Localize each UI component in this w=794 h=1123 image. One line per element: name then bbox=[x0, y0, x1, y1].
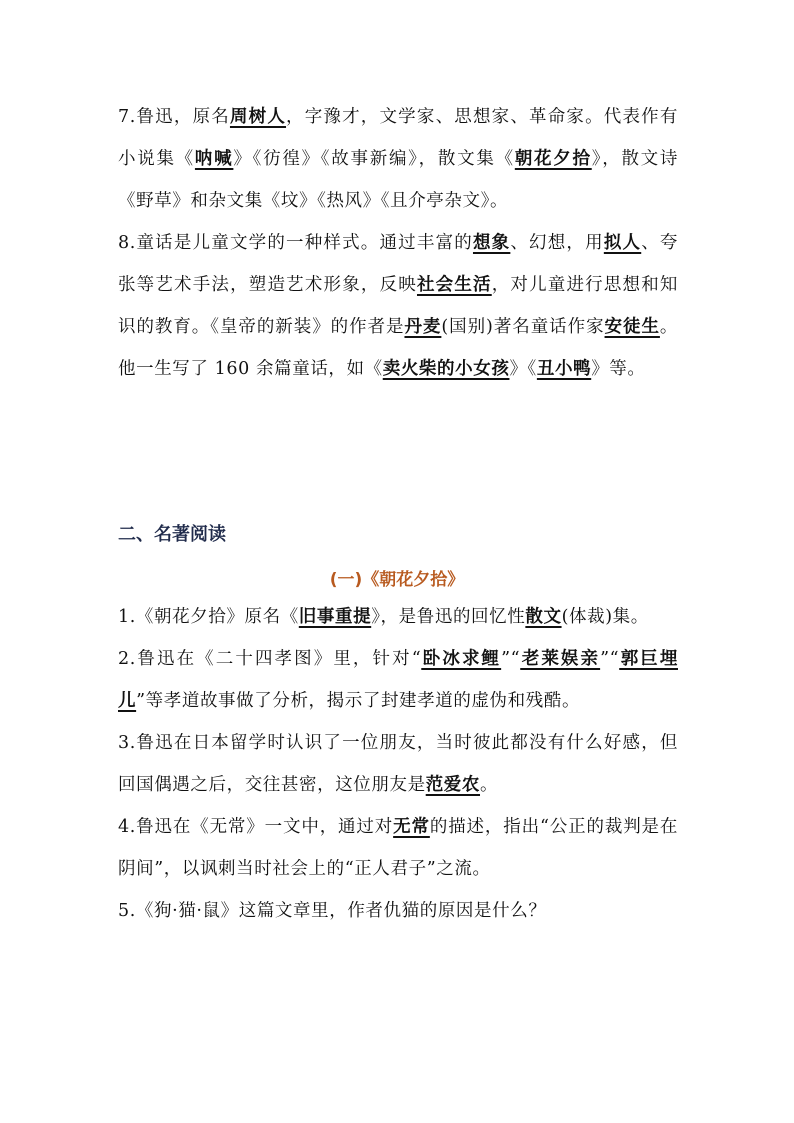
list-item bbox=[118, 96, 678, 222]
list-item bbox=[118, 638, 678, 722]
item-text: 8.童话是儿童文学的一种样式。通过丰富的 bbox=[118, 233, 473, 253]
section-literary-knowledge bbox=[118, 96, 678, 390]
item-text: 的描述，指出“公正的裁判是在阴间”，以讽刺当时社会上的“正人君子”之流。 bbox=[118, 817, 679, 879]
item-text: 7.鲁迅，原名 bbox=[118, 107, 230, 127]
answer-keyword: 旧事重提 bbox=[298, 607, 372, 627]
item-text: (体裁)集。 bbox=[561, 607, 649, 627]
item-text: 、幻想，用 bbox=[510, 233, 604, 253]
item-text: 、夸张等艺术手法，塑造艺术形象，反映 bbox=[118, 233, 679, 295]
item-text: 》等。 bbox=[591, 359, 646, 379]
list-item bbox=[118, 222, 678, 390]
answer-keyword: 范爱农 bbox=[425, 775, 481, 795]
answer-keyword: 郭巨埋儿 bbox=[118, 649, 678, 711]
answer-keyword: 丹麦 bbox=[404, 317, 442, 337]
answer-keyword: 想象 bbox=[472, 233, 511, 253]
list-item bbox=[118, 890, 678, 932]
answer-keyword: 社会生活 bbox=[416, 275, 492, 295]
answer-keyword: 老莱娱亲 bbox=[520, 649, 601, 669]
item-text: ，对儿童进行思想和知识的教育。《皇帝的新装》的作者是 bbox=[118, 275, 679, 337]
item-text: 》，散文诗《野草》和杂文集《坟》《热风》《且介亭杂文》。 bbox=[118, 149, 679, 211]
list-item bbox=[118, 722, 678, 806]
item-text: 5.《狗·猫·鼠》这篇文章里，作者仇猫的原因是什么？ bbox=[118, 901, 547, 921]
answer-keyword: 丑小鸭 bbox=[536, 359, 592, 379]
item-text: 4.鲁迅在《无常》一文中，通过对 bbox=[118, 817, 394, 837]
item-text: 。他一生写了 160 余篇童话，如《 bbox=[118, 317, 679, 379]
item-text: ，字豫才，文学家、思想家、革命家。代表作有小说集《 bbox=[118, 107, 678, 169]
answer-keyword: 卧冰求鲤 bbox=[421, 649, 502, 669]
item-text: 2.鲁迅在《二十四孝图》里，针对“ bbox=[118, 649, 422, 669]
item-text: 1.《朝花夕拾》原名《 bbox=[118, 607, 299, 627]
item-text: (国别)著名童话作家 bbox=[441, 317, 605, 337]
item-text: ”等孝道故事做了分析，揭示了封建孝道的虚伪和残酷。 bbox=[136, 691, 581, 711]
answer-keyword: 呐喊 bbox=[194, 149, 234, 169]
answer-keyword: 散文 bbox=[525, 607, 562, 627]
item-text: 》《 bbox=[509, 359, 537, 379]
answer-keyword: 安徒生 bbox=[604, 317, 660, 337]
item-text: 》，是鲁迅的回忆性 bbox=[371, 607, 526, 627]
item-text: 》《彷徨》《故事新编》，散文集《 bbox=[233, 149, 515, 169]
item-text: 。 bbox=[480, 775, 499, 795]
answer-keyword: 无常 bbox=[393, 817, 430, 837]
list-item bbox=[118, 806, 678, 890]
section-book-reading bbox=[118, 596, 678, 932]
section-heading: 二、名著阅读 bbox=[118, 524, 226, 545]
answer-keyword: 卖火柴的小女孩 bbox=[382, 359, 510, 379]
item-text: 3.鲁迅在日本留学时认识了一位朋友，当时彼此都没有什么好感，但回国偶遇之后，交往甚密，这位朋友是 bbox=[118, 733, 678, 795]
answer-keyword: 周树人 bbox=[229, 107, 287, 127]
answer-keyword: 朝花夕拾 bbox=[514, 149, 592, 169]
item-text: ”“ bbox=[501, 649, 521, 669]
book-subheading: (一)《朝花夕拾》 bbox=[329, 570, 465, 590]
item-text: ”“ bbox=[600, 649, 620, 669]
answer-keyword: 拟人 bbox=[603, 233, 642, 253]
list-item bbox=[118, 596, 678, 638]
